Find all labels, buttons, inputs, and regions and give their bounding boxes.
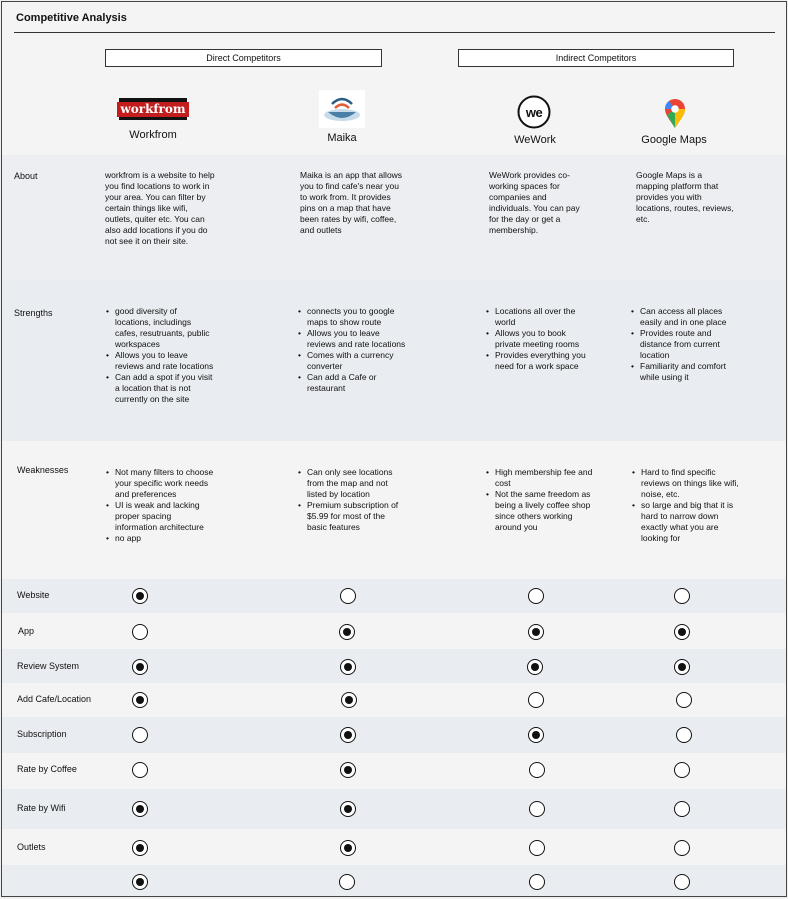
competitor-name-maika: Maika (327, 132, 357, 144)
radio-wework[interactable] (527, 659, 543, 675)
feature-band-7 (2, 789, 787, 829)
title-divider (14, 32, 775, 33)
radio-google-maps[interactable] (676, 727, 692, 743)
bullet-item: • Not the same freedom as being a lively coffee shop since others working around you (495, 489, 593, 533)
radio-google-maps[interactable] (674, 840, 690, 856)
feature-label: Outlets (17, 842, 46, 852)
radio-maika[interactable] (340, 840, 356, 856)
bullet-item: • Can access all places easily and in one place (640, 306, 738, 328)
radio-google-maps[interactable] (674, 762, 690, 778)
strengths-workfrom (105, 306, 215, 405)
indirect-competitors-header: Indirect Competitors (458, 49, 734, 67)
radio-wework[interactable] (528, 727, 544, 743)
strengths-wework (485, 306, 593, 372)
radio-google-maps[interactable] (674, 874, 690, 890)
weaknesses-google-maps (631, 467, 739, 544)
radio-workfrom[interactable] (132, 692, 148, 708)
row-label-strengths: Strengths (14, 308, 53, 318)
bullet-item: • Not many filters to choose your specific work needs and preferences (115, 467, 215, 500)
radio-maika[interactable] (340, 801, 356, 817)
feature-label: Rate by Wifi (17, 803, 66, 813)
google-maps-pin-icon (664, 99, 686, 129)
bullet-item: • Hard to find specific reviews on things like wifi, noise, etc. (641, 467, 739, 500)
bullet-item: • Allows you to book private meeting rooms (495, 328, 593, 350)
bullet-item: • Can only see locations from the map and not listed by location (307, 467, 407, 500)
radio-wework[interactable] (528, 624, 544, 640)
bullet-item: • Comes with a currency converter (307, 350, 407, 372)
competitor-name-google-maps: Google Maps (641, 134, 707, 146)
radio-workfrom[interactable] (132, 874, 148, 890)
bullet-item: • Allows you to leave reviews and rate locations (115, 350, 215, 372)
radio-maika[interactable] (339, 874, 355, 890)
weaknesses-wework (485, 467, 593, 533)
feature-band-8 (2, 829, 787, 865)
radio-maika[interactable] (339, 624, 355, 640)
bullet-item: • Can add a spot if you visit a location that is not currently on the site (115, 372, 215, 405)
bullet-item: • connects you to google maps to show route (307, 306, 407, 328)
radio-workfrom[interactable] (132, 727, 148, 743)
radio-wework[interactable] (529, 762, 545, 778)
about-wework: WeWork provides co-working spaces for companies and individuals. You can pay for the day or get a membership. (489, 170, 580, 235)
bullet-item: • so large and big that it is hard to narrow down exactly what you are looking for (641, 500, 739, 544)
radio-wework[interactable] (529, 840, 545, 856)
page-title: Competitive Analysis (16, 12, 127, 24)
radio-workfrom[interactable] (132, 762, 148, 778)
feature-band-3 (2, 649, 787, 683)
radio-workfrom[interactable] (132, 588, 148, 604)
radio-maika[interactable] (340, 727, 356, 743)
radio-workfrom[interactable] (132, 840, 148, 856)
feature-band-5 (2, 717, 787, 753)
radio-maika[interactable] (340, 659, 356, 675)
bullet-item: • Allows you to leave reviews and rate locations (307, 328, 407, 350)
bullet-item: • UI is weak and lacking proper spacing information architecture (115, 500, 215, 533)
feature-band-6 (2, 753, 787, 789)
competitor-name-wework: WeWork (514, 134, 556, 146)
feature-label: App (18, 626, 35, 636)
radio-wework[interactable] (529, 874, 545, 890)
radio-wework[interactable] (528, 588, 544, 604)
feature-band-2 (2, 613, 787, 649)
about-workfrom: workfrom is a website to help you find locations to work in your area. You can filter by certain things like wifi, outlets, quiter etc. You can also add locations if you do not see it on their site. (105, 170, 215, 246)
strengths-maika (297, 306, 407, 394)
about-maika: Maika is an app that allows you to find cafe's near you to work from. It provides pins on a map that have been rates by wifi, coffee, and outlets (300, 170, 403, 235)
feature-label: Website (17, 590, 50, 600)
strengths-google-maps (630, 306, 738, 383)
radio-google-maps[interactable] (674, 588, 690, 604)
feature-label: Review System (17, 661, 80, 671)
bullet-item: • Familiarity and comfort while using it (640, 361, 738, 383)
radio-google-maps[interactable] (674, 624, 690, 640)
row-label-weaknesses: Weaknesses (17, 465, 69, 475)
row-label-about: About (14, 171, 38, 181)
wework-logo-text: we (525, 104, 543, 120)
feature-label: Rate by Coffee (17, 764, 77, 774)
workfrom-logo (119, 98, 187, 120)
bullet-item: • good diversity of locations, includings cafes, resutruants, public workspaces (115, 306, 215, 350)
radio-workfrom[interactable] (132, 624, 148, 640)
radio-maika[interactable] (340, 588, 356, 604)
radio-workfrom[interactable] (132, 801, 148, 817)
bullet-item: • no app (115, 533, 215, 544)
direct-competitors-header: Direct Competitors (105, 49, 382, 67)
wework-logo (517, 95, 551, 129)
radio-wework[interactable] (529, 801, 545, 817)
feature-band-9 (2, 865, 787, 897)
radio-workfrom[interactable] (132, 659, 148, 675)
bullet-item: • Premium subscription of $5.99 for most of the basic features (307, 500, 407, 533)
radio-wework[interactable] (528, 692, 544, 708)
radio-google-maps[interactable] (674, 801, 690, 817)
bullet-item: • Provides everything you need for a work space (495, 350, 593, 372)
bullet-item: • Can add a Cafe or restaurant (307, 372, 407, 394)
radio-maika[interactable] (340, 762, 356, 778)
analysis-frame (1, 1, 787, 897)
bullet-item: • Locations all over the world (495, 306, 593, 328)
about-google-maps: Google Maps is a mapping platform that provides you with locations, routes, reviews, etc. (636, 170, 734, 224)
competitor-name-workfrom: Workfrom (129, 129, 177, 141)
bullet-item: • Provides route and distance from current location (640, 328, 738, 361)
radio-maika[interactable] (341, 692, 357, 708)
feature-label: Subscription (17, 729, 67, 739)
feature-band-4 (2, 683, 787, 717)
weaknesses-workfrom (105, 467, 215, 544)
feature-band-1 (2, 579, 787, 613)
radio-google-maps[interactable] (676, 692, 692, 708)
bullet-item: • High membership fee and cost (495, 467, 593, 489)
workfrom-logo-text: workfrom (117, 102, 188, 117)
maika-logo (319, 90, 365, 128)
feature-label: Add Cafe/Location (17, 694, 92, 704)
weaknesses-maika (297, 467, 407, 533)
radio-google-maps[interactable] (674, 659, 690, 675)
